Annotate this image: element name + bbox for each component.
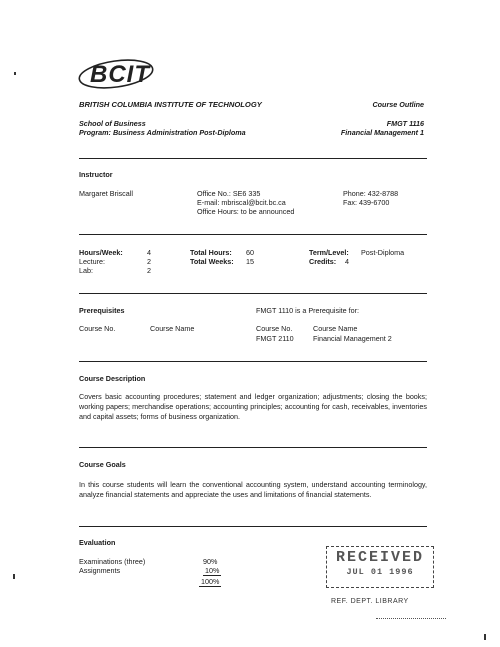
institute-name: BRITISH COLUMBIA INSTITUTE OF TECHNOLOGY xyxy=(79,100,262,109)
course-name: Financial Management 1 xyxy=(340,128,424,137)
prereq-row-code: FMGT 2110 xyxy=(256,334,294,343)
goals-heading: Course Goals xyxy=(79,460,126,469)
evaluation-row-value: 90% xyxy=(203,557,218,566)
evaluation-heading: Evaluation xyxy=(79,538,116,547)
stamp-line-2: JUL 01 1996 xyxy=(346,567,414,577)
hours-per-week-value: 4 xyxy=(147,248,151,257)
instructor-fax: Fax: 439-6700 xyxy=(343,198,390,207)
stamp-line-1: RECEIVED xyxy=(335,549,424,566)
office-hours: Office Hours: to be announced xyxy=(197,207,295,216)
divider xyxy=(79,526,427,527)
prerequisites-heading: Prerequisites xyxy=(79,306,125,315)
program-name: Program: Business Administration Post-Diploma xyxy=(79,128,246,137)
term-level-value: Post-Diploma xyxy=(361,248,405,257)
total-weeks-label: Total Weeks: xyxy=(190,257,234,266)
credits-label: Credits: xyxy=(309,257,337,266)
stamp-caption: REF. DEPT. LIBRARY xyxy=(331,598,409,605)
lecture-value: 2 xyxy=(147,257,151,266)
evaluation-total: 100% xyxy=(201,577,220,586)
scan-speck xyxy=(13,574,15,579)
lecture-label: Lecture: xyxy=(79,257,105,266)
lab-label: Lab: xyxy=(79,266,93,275)
evaluation-row-label: Assignments xyxy=(79,566,121,575)
received-stamp xyxy=(326,546,434,588)
divider xyxy=(79,361,427,362)
instructor-heading: Instructor xyxy=(79,170,113,179)
total-hours-value: 60 xyxy=(246,248,254,257)
goals-text: In this course students will learn the conventional accounting system, understand accounting terminology, analyze financial statements and appreciate the uses and limitations of financial statements. xyxy=(79,480,427,499)
divider xyxy=(79,447,427,448)
instructor-email: E-mail: mbriscal@bcit.bc.ca xyxy=(197,198,286,207)
office-number: Office No.: SE6 335 xyxy=(197,189,261,198)
instructor-name: Margaret Briscall xyxy=(79,189,133,198)
total-hours-label: Total Hours: xyxy=(190,248,232,257)
evaluation-row-value: 10% xyxy=(205,566,220,575)
document-type: Course Outline xyxy=(372,100,424,109)
col-course-name-2: Course Name xyxy=(313,324,358,333)
scan-speck xyxy=(484,634,486,640)
lab-value: 2 xyxy=(147,266,151,275)
prerequisite-for-heading: FMGT 1110 is a Prerequisite for: xyxy=(256,306,360,315)
evaluation-row-label: Examinations (three) xyxy=(79,557,146,566)
hours-per-week-label: Hours/Week: xyxy=(79,248,123,257)
description-heading: Course Description xyxy=(79,374,146,383)
total-weeks-value: 15 xyxy=(246,257,254,266)
scan-dots xyxy=(376,618,446,619)
divider xyxy=(79,158,427,159)
divider xyxy=(79,234,427,235)
bcit-logo xyxy=(78,56,158,92)
logo-text: BCIT xyxy=(90,61,150,88)
col-course-name: Course Name xyxy=(150,324,195,333)
course-code: FMGT 1116 xyxy=(386,119,424,128)
prereq-row-name: Financial Management 2 xyxy=(313,334,392,343)
instructor-phone: Phone: 432-8788 xyxy=(343,189,399,198)
credits-value: 4 xyxy=(345,257,349,266)
col-course-no: Course No. xyxy=(79,324,116,333)
scan-speck xyxy=(14,72,16,75)
divider xyxy=(79,293,427,294)
col-course-no-2: Course No. xyxy=(256,324,293,333)
school-name: School of Business xyxy=(79,119,146,128)
description-text: Covers basic accounting procedures; statement and ledger organization; adjustments; closing the books; working papers; merchandise operations; accounting principles; accounting for cash, receivables, inventories and capital assets; forms of business organization. xyxy=(79,392,427,421)
term-level-label: Term/Level: xyxy=(309,248,349,257)
